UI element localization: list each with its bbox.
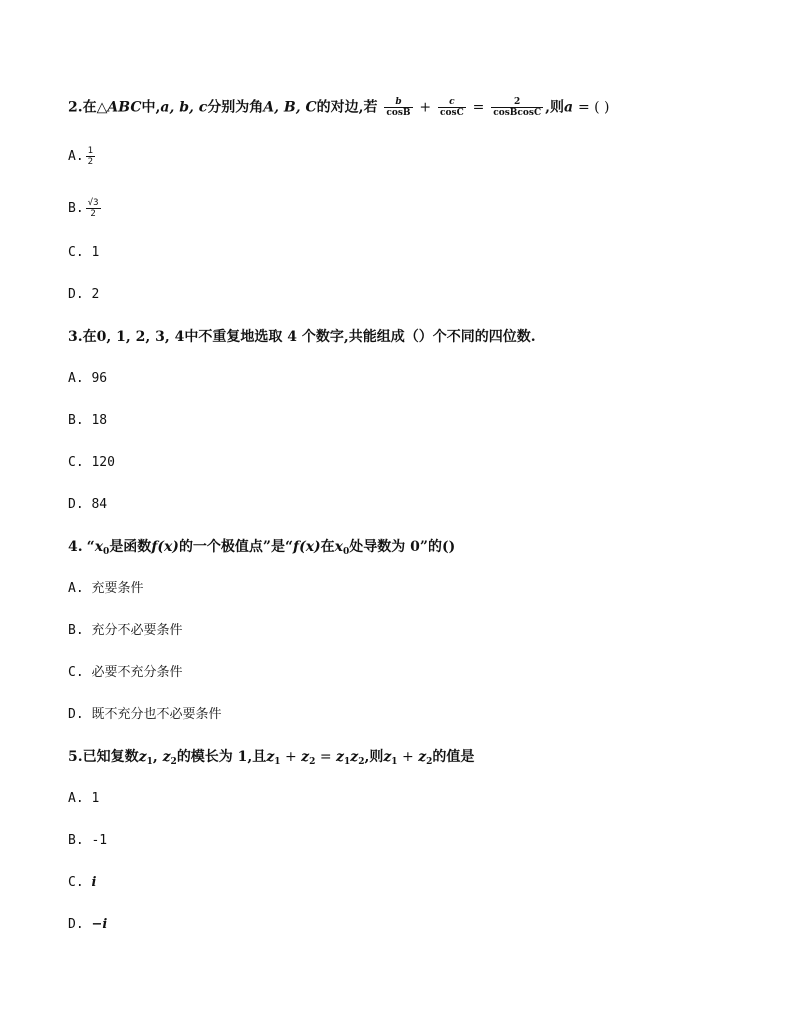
q4-option-c: C. 必要不充分条件 (68, 665, 183, 680)
q3-option-d: D. 84 (68, 497, 108, 512)
q3-option-c: C. 120 (68, 455, 115, 470)
fraction-b-over-cosb: $\frac{b}{\cos B}$ (386, 97, 411, 118)
q5-option-d: D. −i (68, 917, 108, 932)
q5-option-b: B. -1 (68, 833, 108, 848)
question-3-stem: 3.在0, 1, 2, 3, 4中不重复地选取 4 个数字,共能组成（）个不同的四位数. (68, 329, 536, 345)
q2-option-b: B. $\frac{√3}{2}$ (68, 198, 99, 219)
fraction-c-over-cosc: $\frac{c}{\cos C}$ (440, 97, 464, 118)
fraction-sqrt3-half: $\frac{√3}{2}$ (87, 198, 99, 219)
question-2-stem: 2.在△ABC中,a, b, c分别为角A, B, C的对边,若 $\frac{b}{\cos B}$ + $\frac{c}{\cos C}$ = $\frac{2}{\text{cosBcosC}}$ ,则a = ( ) (68, 97, 610, 118)
q3-option-a: A. 96 (68, 371, 108, 386)
question-4-stem: 4. “$x_0$是函数f(x)的一个极值点”是“f(x)在$x_0$处导数为 0”的() (68, 539, 456, 557)
q5-option-c: C. i (68, 875, 97, 890)
fraction-one-half: $\frac{1}{2}$ (87, 146, 94, 167)
q4-option-a: A. 充要条件 (68, 581, 144, 596)
q2-option-a: A. $\frac{1}{2}$ (68, 146, 94, 167)
fraction-2-over-cosbcosc: $\frac{2}{\text{cosBcosC}}$ (493, 97, 542, 118)
question-5-stem: 5.已知复数$z_1$, $z_2$的模长为 1,且$z_1 + z_2 = z_1z_2$,则$z_1 + z_2$的值是 (68, 749, 475, 767)
q3-option-b: B. 18 (68, 413, 108, 428)
q4-option-d: D. 既不充分也不必要条件 (68, 707, 222, 722)
q2-option-c: C. 1 (68, 245, 100, 260)
q4-option-b: B. 充分不必要条件 (68, 623, 183, 638)
q5-option-a: A. 1 (68, 791, 100, 806)
q2-option-d: D. 2 (68, 287, 100, 302)
